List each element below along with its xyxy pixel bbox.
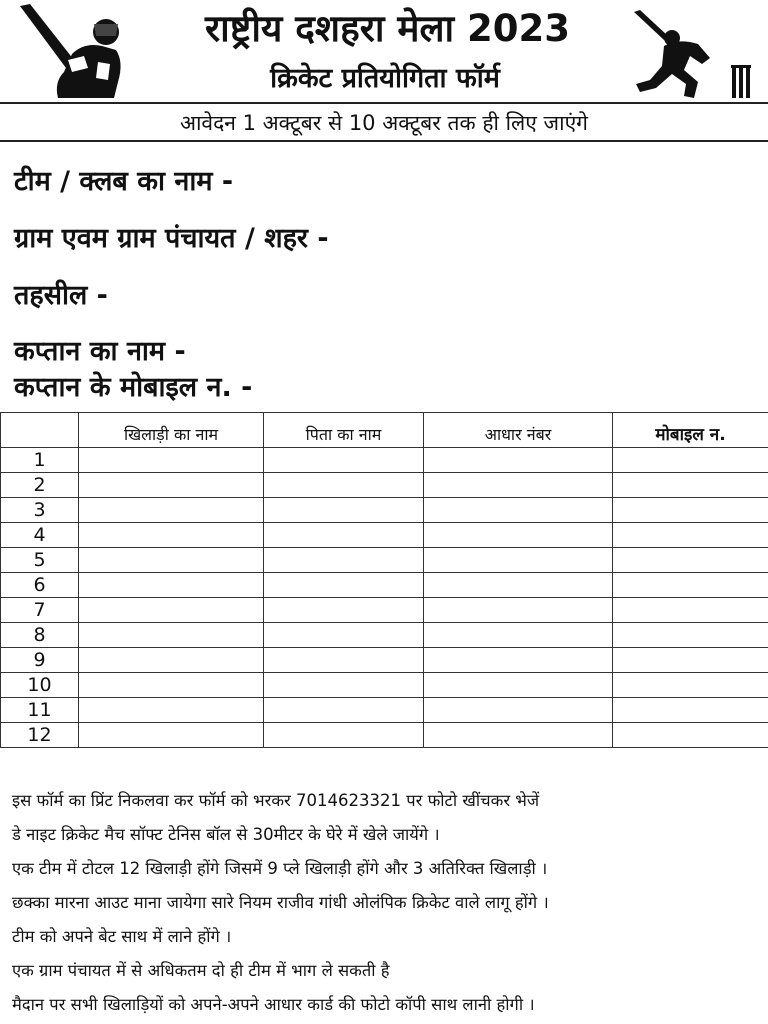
batsman-stumps-icon [628, 8, 764, 100]
row-number: 5 [1, 548, 79, 573]
row-number: 9 [1, 648, 79, 673]
player-name-cell[interactable] [79, 598, 264, 623]
player-name-cell[interactable] [79, 698, 264, 723]
table-row [1, 623, 768, 648]
rule-item: मैदान पर सभी खिलाड़ियों को अपने-अपने आधार कार्ड की फोटो कॉपी साथ लानी होगी । [12, 995, 535, 1014]
row-number: 12 [1, 723, 79, 748]
player-name-cell[interactable] [79, 523, 264, 548]
mobile-cell[interactable] [613, 648, 768, 673]
table-row [1, 673, 768, 698]
notice-divider [0, 140, 768, 142]
row-number: 10 [1, 673, 79, 698]
aadhaar-cell[interactable] [424, 623, 613, 648]
father-name-cell[interactable] [264, 723, 424, 748]
mobile-cell[interactable] [613, 573, 768, 598]
captain-mobile-label: कप्तान के मोबाइल न. - [14, 372, 253, 403]
table-row [1, 523, 768, 548]
mobile-cell[interactable] [613, 448, 768, 473]
aadhaar-cell[interactable] [424, 723, 613, 748]
father-name-column-header: पिता का नाम [264, 413, 424, 448]
father-name-cell[interactable] [264, 498, 424, 523]
row-number: 1 [1, 448, 79, 473]
table-row [1, 698, 768, 723]
table-row [1, 573, 768, 598]
father-name-cell[interactable] [264, 548, 424, 573]
aadhaar-cell[interactable] [424, 698, 613, 723]
aadhaar-cell[interactable] [424, 598, 613, 623]
player-name-cell[interactable] [79, 548, 264, 573]
rule-item: एक टीम में टोटल 12 खिलाड़ी होंगे जिसमें 9 प्ले खिलाड़ी होंगे और 3 अतिरिक्त खिलाड़ी । [12, 859, 548, 878]
aadhaar-cell[interactable] [424, 548, 613, 573]
row-number: 3 [1, 498, 79, 523]
aadhaar-cell[interactable] [424, 498, 613, 523]
father-name-cell[interactable] [264, 623, 424, 648]
player-name-cell[interactable] [79, 648, 264, 673]
rule-item: एक ग्राम पंचायत में से अधिकतम दो ही टीम में भाग ले सकती है [12, 961, 390, 980]
mobile-cell[interactable] [613, 698, 768, 723]
table-row [1, 598, 768, 623]
father-name-cell[interactable] [264, 673, 424, 698]
player-name-cell[interactable] [79, 498, 264, 523]
table-row [1, 648, 768, 673]
table-row [1, 448, 768, 473]
mobile-cell[interactable] [613, 548, 768, 573]
player-name-cell[interactable] [79, 448, 264, 473]
father-name-cell[interactable] [264, 698, 424, 723]
player-name-cell[interactable] [79, 623, 264, 648]
mobile-cell[interactable] [613, 673, 768, 698]
aadhaar-column-header: आधार नंबर [424, 413, 613, 448]
captain-name-label: कप्तान का नाम - [14, 336, 186, 367]
tehsil-label: तहसील - [14, 280, 108, 311]
table-row [1, 723, 768, 748]
mobile-column-header: मोबाइल न. [613, 413, 768, 448]
rule-item: छक्का मारना आउट माना जायेगा सारे नियम राजीव गांधी ओलंपिक क्रिकेट वाले लागू होंगे । [12, 893, 549, 912]
player-name-cell[interactable] [79, 573, 264, 598]
row-number: 2 [1, 473, 79, 498]
serial-column-header [1, 413, 79, 448]
aadhaar-cell[interactable] [424, 448, 613, 473]
father-name-cell[interactable] [264, 523, 424, 548]
aadhaar-cell[interactable] [424, 473, 613, 498]
table-header-row [1, 413, 768, 448]
mobile-cell[interactable] [613, 723, 768, 748]
mobile-cell[interactable] [613, 598, 768, 623]
application-notice: आवेदन 1 अक्टूबर से 10 अक्टूबर तक ही लिए जाएंगे [179, 111, 589, 135]
player-name-column-header: खिलाड़ी का नाम [79, 413, 264, 448]
aadhaar-cell[interactable] [424, 648, 613, 673]
row-number: 4 [1, 523, 79, 548]
aadhaar-cell[interactable] [424, 573, 613, 598]
player-name-cell[interactable] [79, 473, 264, 498]
mobile-cell[interactable] [613, 523, 768, 548]
aadhaar-cell[interactable] [424, 523, 613, 548]
rules-list [12, 784, 764, 1022]
rule-item: टीम को अपने बेट साथ में लाने होंगे । [12, 927, 232, 946]
players-table [0, 412, 768, 748]
row-number: 7 [1, 598, 79, 623]
form-subtitle: क्रिकेट प्रतियोगिता फॉर्म [270, 63, 500, 94]
mobile-cell[interactable] [613, 473, 768, 498]
row-number: 6 [1, 573, 79, 598]
table-row [1, 498, 768, 523]
village-label: ग्राम एवम ग्राम पंचायत / शहर - [14, 223, 329, 254]
page-title: राष्ट्रीय दशहरा मेला 2023 [205, 7, 570, 50]
rule-item: इस फॉर्म का प्रिंट निकलवा कर फॉर्म को भरकर 7014623321 पर फोटो खींचकर भेजें [12, 791, 540, 810]
row-number: 11 [1, 698, 79, 723]
team-name-label: टीम / क्लब का नाम - [14, 166, 234, 197]
batsman-icon [14, 2, 124, 100]
player-name-cell[interactable] [79, 723, 264, 748]
mobile-cell[interactable] [613, 498, 768, 523]
table-row [1, 473, 768, 498]
table-row [1, 548, 768, 573]
aadhaar-cell[interactable] [424, 673, 613, 698]
form-header [0, 0, 768, 102]
row-number: 8 [1, 623, 79, 648]
father-name-cell[interactable] [264, 448, 424, 473]
mobile-cell[interactable] [613, 623, 768, 648]
father-name-cell[interactable] [264, 473, 424, 498]
father-name-cell[interactable] [264, 573, 424, 598]
father-name-cell[interactable] [264, 648, 424, 673]
rule-item: डे नाइट क्रिकेट मैच सॉफ्ट टेनिस बॉल से 30मीटर के घेरे में खेले जायेंगे । [12, 825, 440, 844]
player-name-cell[interactable] [79, 673, 264, 698]
father-name-cell[interactable] [264, 598, 424, 623]
